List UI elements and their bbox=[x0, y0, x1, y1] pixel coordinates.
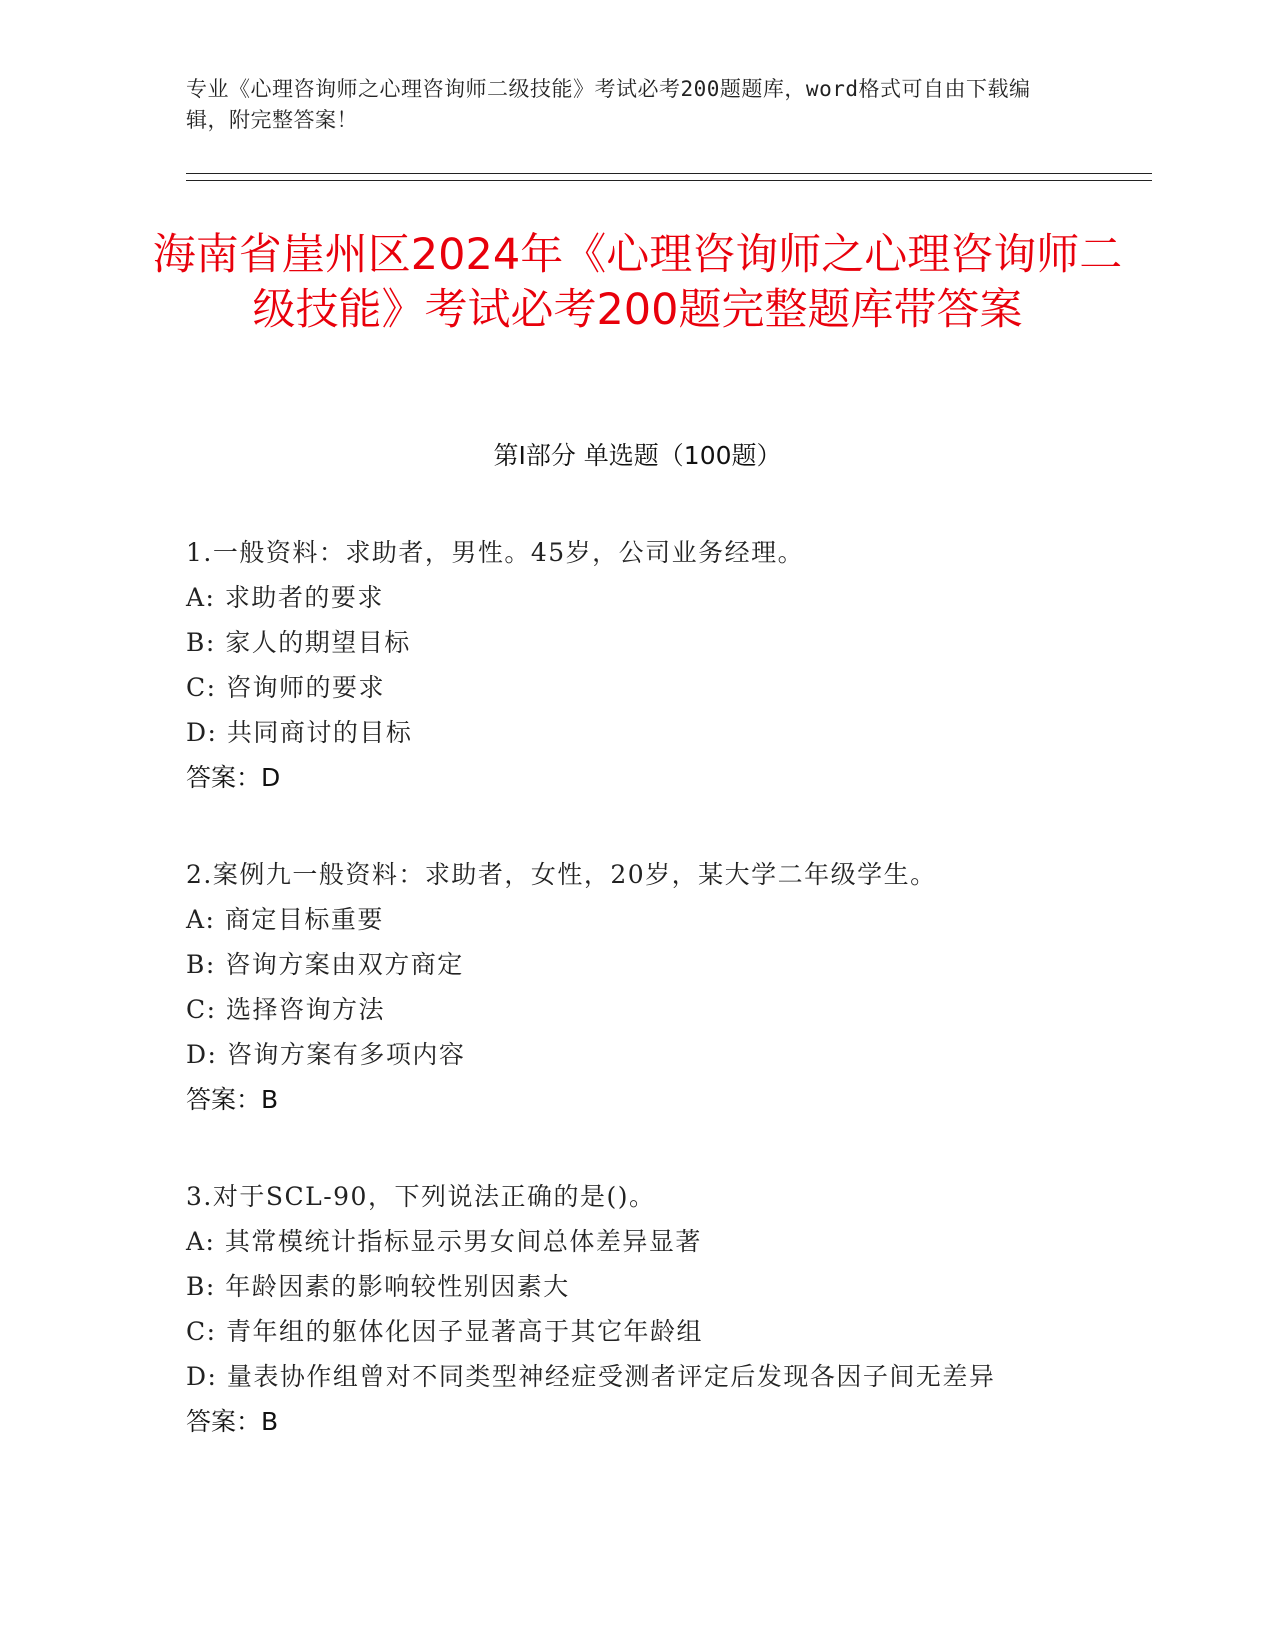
question-stem: 2.案例九一般资料：求助者，女性，20岁，某大学二年级学生。 bbox=[186, 860, 937, 889]
option-a: A: 求助者的要求 bbox=[186, 583, 384, 612]
option-c: C: 咨询师的要求 bbox=[186, 673, 385, 702]
question-2 bbox=[186, 852, 1146, 1122]
header-divider-bottom bbox=[186, 180, 1152, 181]
option-a: A: 商定目标重要 bbox=[186, 905, 384, 934]
option-d: D: 共同商讨的目标 bbox=[186, 718, 413, 747]
option-d: D: 咨询方案有多项内容 bbox=[186, 1040, 466, 1069]
header-divider-top bbox=[186, 173, 1152, 174]
answer: 答案：B bbox=[186, 1085, 279, 1114]
question-3 bbox=[186, 1174, 1146, 1444]
question-stem: 3.对于SCL-90，下列说法正确的是()。 bbox=[186, 1182, 656, 1211]
question-stem: 1.一般资料：求助者，男性。45岁，公司业务经理。 bbox=[186, 538, 805, 567]
option-d: D: 量表协作组曾对不同类型神经症受测者评定后发现各因子间无差异 bbox=[186, 1362, 996, 1391]
option-c: C: 青年组的躯体化因子显著高于其它年龄组 bbox=[186, 1317, 703, 1346]
option-b: B: 咨询方案由双方商定 bbox=[186, 950, 464, 979]
section-heading: 第I部分 单选题（100题） bbox=[493, 441, 782, 470]
answer: 答案：B bbox=[186, 1407, 279, 1436]
question-1 bbox=[186, 530, 1146, 800]
header-note: 专业《心理咨询师之心理咨询师二级技能》考试必考200题题库，word格式可自由下载编辑，附完整答案！ bbox=[186, 77, 1031, 132]
option-b: B: 年龄因素的影响较性别因素大 bbox=[186, 1272, 570, 1301]
option-b: B: 家人的期望目标 bbox=[186, 628, 411, 657]
answer: 答案：D bbox=[186, 763, 281, 792]
document-title: 海南省崖州区2024年《心理咨询师之心理咨询师二级技能》考试必考200题完整题库带答案 bbox=[152, 230, 1123, 335]
question-list bbox=[186, 530, 1146, 1496]
option-c: C: 选择咨询方法 bbox=[186, 995, 385, 1024]
option-a: A: 其常模统计指标显示男女间总体差异显著 bbox=[186, 1227, 702, 1256]
